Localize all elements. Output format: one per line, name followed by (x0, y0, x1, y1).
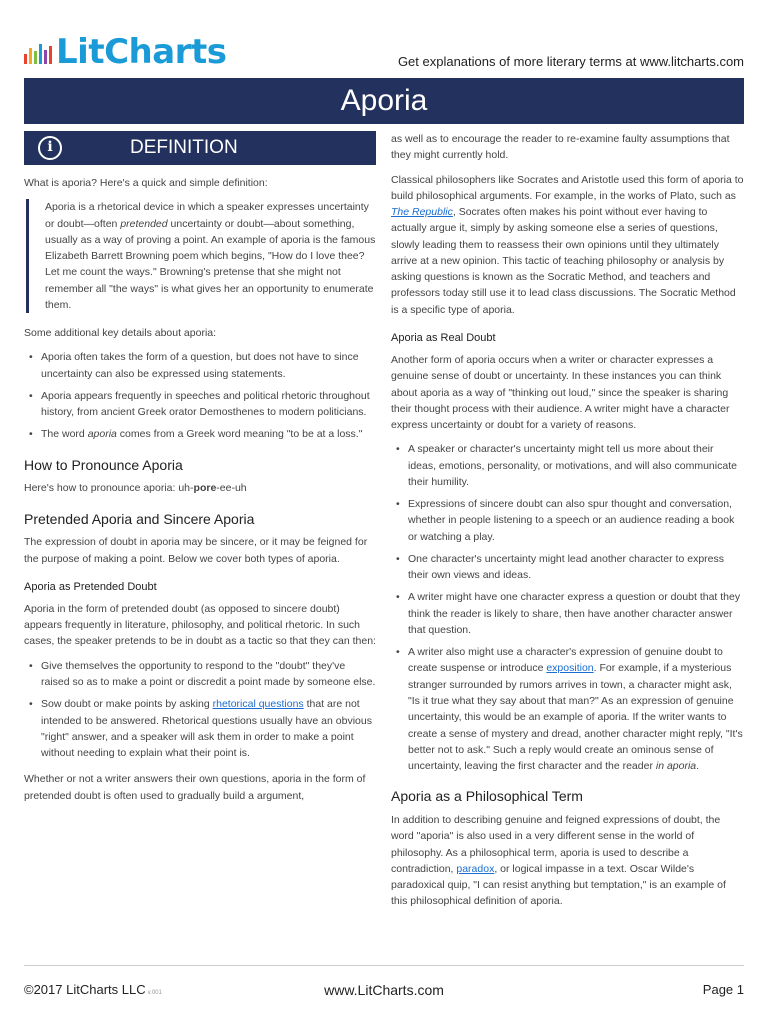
list-item (24, 696, 376, 761)
page-number: Page 1 (702, 982, 744, 997)
page-footer (24, 980, 744, 1000)
definition-bar (24, 131, 376, 165)
definition-intro: What is aporia? Here's a quick and simple definition: (24, 177, 268, 189)
litcharts-logo[interactable] (24, 32, 226, 72)
pretended-doubt-heading: Aporia as Pretended Doubt (24, 580, 157, 593)
pronounce-part: -ee-uh (216, 482, 247, 495)
page-header (24, 32, 744, 76)
rhetorical-questions-link[interactable]: rhetorical questions (212, 698, 304, 711)
philosophical-paragraph (391, 812, 744, 910)
bar-chart-icon (24, 42, 52, 64)
pretended-doubt-list (24, 658, 376, 762)
list-item: • Give themselves the opportunity to respond to the "doubt" they've raised so as to make a point or discredit a point made by someone else. (24, 658, 376, 691)
continuation-text: as well as to encourage the reader to re-examine faulty assumptions that they might currently hold. (391, 133, 730, 162)
item-text: Sow doubt or make points by asking (41, 698, 213, 711)
list-item (24, 426, 376, 442)
the-republic-link[interactable] (391, 206, 453, 218)
paragraph-text: Classical philosophers like Socrates and Aristotle used this form of aporia to build philosophical arguments. For example, in the works of Plato, such as (391, 173, 744, 202)
list-item: • One character's uncertainty might lead another character to express their own views and ideas. (391, 551, 744, 584)
list-item: • Expressions of sincere doubt can also spur thought and conversation, whether in people listening to a speech or an audience reading a book or watching a play. (391, 496, 744, 545)
item-text: . (696, 760, 700, 773)
logo-bar (44, 50, 47, 64)
pronounce-text (24, 480, 376, 496)
header-tagline: Get explanations of more literary terms at www.litcharts.com (397, 54, 744, 69)
list-item: • Aporia appears frequently in speeches and political rhetoric throughout history, from ancient Greek orator Demosthenes to modern politicians. (24, 388, 376, 421)
pretended-doubt-intro: Aporia in the form of pretended doubt (as opposed to sincere doubt) appears frequently in literature, philosophy, and political rhetoric. In such cases, the speaker pretends to be in doubt as a tactic so that they can then: (24, 602, 376, 648)
philosophical-heading: Aporia as a Philosophical Term (391, 788, 583, 805)
details-intro: Some additional key details about aporia: (24, 327, 217, 340)
details-list (24, 349, 376, 442)
definition-label: DEFINITION (130, 137, 238, 159)
classical-paragraph (391, 172, 744, 318)
copyright-text: ©2017 LitCharts LLC (24, 982, 146, 997)
logo-bar (49, 46, 52, 64)
real-doubt-intro: Another form of aporia occurs when a writer or character expresses a genuine sense of doubt or uncertainty. In these instances you can think about aporia as a way of "thinking out loud," since the speaker is sharing their thought process with their audience. A writer might have a character express uncertainty or doubt for a variety of reasons. (391, 353, 730, 432)
page-title: Aporia (340, 83, 428, 117)
pretended-sincere-heading: Pretended Aporia and Sincere Aporia (24, 510, 255, 527)
real-doubt-heading: Aporia as Real Doubt (391, 331, 496, 344)
logo-bar (24, 54, 27, 64)
item-text: The word (41, 428, 88, 441)
logo-bar (39, 44, 42, 64)
paragraph-text: , Socrates often makes his point without ever having to actually argue it, simply by asking someone else a series of questions, slowly leading them to reassess their own opinions until they ultimately arrive at a new opinion. This tactic of teaching philosophy or analysis by asking questions is known as the Socratic Method, and teachers and professors today still use it to lead class discussions. The Socratic Method is a specific type of aporia. (391, 206, 736, 316)
footer-divider (24, 965, 744, 966)
item-text: comes from a Greek word meaning "to be at a loss." (116, 428, 363, 441)
link-text: The Republic (391, 206, 453, 219)
list-item: • A speaker or character's uncertainty might tell us more about their ideas, emotions, personality, or motivations, and will also communicate their humility. (391, 441, 744, 490)
item-emphasis: aporia (87, 428, 117, 441)
logo-bar (34, 51, 37, 64)
pronounce-heading: How to Pronounce Aporia (24, 456, 183, 473)
item-text: . For example, if a mysterious stranger surrounded by rumors arrives in town, a character might ask, "Is it true what they say about that man?" As an expression of genuine uncertainty, this would be an example of aporia. If the writer wants to create a sense of mystery and dread, another character might reply, "It's better not to ask." Such a reply would create an ominous sense of uncertainty, leaving the first character and the reader (408, 662, 743, 773)
version-label: v.001 (147, 990, 162, 996)
definition-quote (26, 199, 376, 313)
left-column (24, 131, 376, 812)
paragraph-text: In addition to describing genuine and feigned expressions of doubt, the word "aporia" is also used in a very different sense in the world of philosophy. As a philosophical term, aporia is used to describe a contradiction, (391, 814, 721, 875)
pronounce-stress: pore (193, 482, 217, 495)
item-text: A writer also might use a character's expression of genuine doubt to create suspense or introduce (408, 646, 723, 675)
list-item (391, 644, 744, 774)
pretended-doubt-outro: Whether or not a writer answers their own questions, aporia in the form of pretended doubt is often used to gradually build a argument, (24, 773, 366, 802)
quote-text: uncertainty or doubt—about something, usually as a way of proving a point. An example of aporia is the famous Elizabeth Barrett Browning poem which begins, "How do I love thee? Let me count the ways." Browning's pretense that she might not remember all "the ways" is what gives her an opportunity to enumerate them. (45, 217, 376, 311)
pretended-sincere-intro: The expression of doubt in aporia may be sincere, or it may be feigned for the purpose of making a point. Below we cover both types of aporia. (24, 536, 368, 565)
right-column (391, 131, 744, 918)
pronounce-part: Here's how to pronounce aporia: uh- (24, 482, 194, 495)
footer-site-link[interactable]: www.LitCharts.com (324, 982, 444, 998)
title-bar (24, 78, 744, 124)
item-text: that are not intended to be answered. Rhetorical questions usually have an obvious "right" answer, and a speaker will ask them in order to make a point without needing to explain what their point is. (41, 698, 372, 760)
paragraph-text: , or logical impasse in a text. Oscar Wilde's paradoxical quip, "I can resist anything but temptation," is an example of this philosophical definition of aporia. (391, 862, 726, 908)
logo-text: LitCharts (56, 32, 227, 72)
list-item: • A writer might have one character express a question or doubt that they think the reader is likely to share, then have another character answer that question. (391, 589, 744, 638)
logo-bar (29, 48, 32, 64)
paradox-link[interactable]: paradox (456, 862, 495, 875)
quote-emphasis: pretended (120, 217, 168, 230)
quote-text: Aporia is a rhetorical device in which a speaker expresses uncertainty or doubt—often (45, 201, 369, 230)
info-icon: i (38, 136, 62, 160)
item-emphasis: in aporia (655, 760, 697, 773)
list-item: • Aporia often takes the form of a question, but does not have to since uncertainty can also be expressed using statements. (24, 349, 376, 382)
real-doubt-list (391, 441, 744, 774)
exposition-link[interactable]: exposition (546, 662, 594, 675)
